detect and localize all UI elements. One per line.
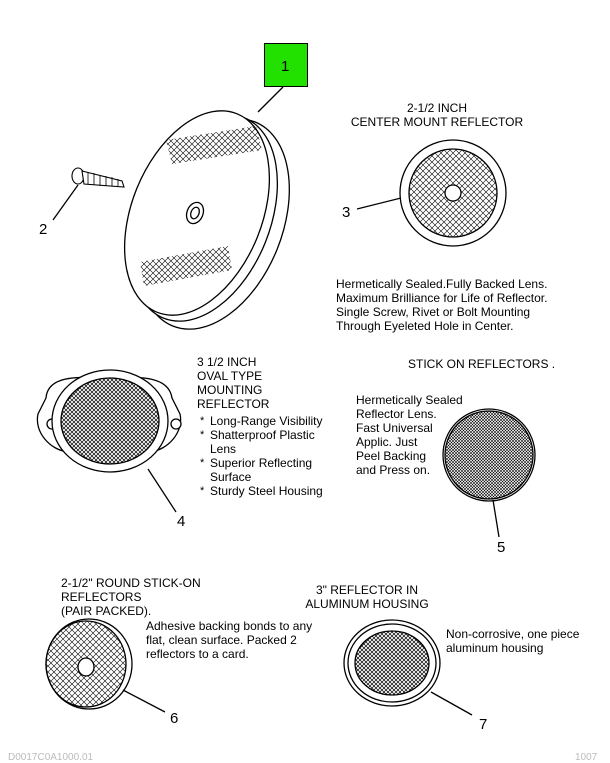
aluminum-desc: Non-corrosive, one piece aluminum housing	[446, 627, 580, 655]
callout-2[interactable]: 2	[39, 221, 48, 238]
round-stick-on-desc: Adhesive backing bonds to any flat, clean surface. Packed 2 reflectors to a card.	[146, 619, 313, 661]
leader-4	[148, 469, 176, 512]
callout-4[interactable]: 4	[177, 513, 186, 530]
aluminum-title: 3" REFLECTOR IN ALUMINUM HOUSING	[305, 583, 429, 611]
callout-5[interactable]: 5	[497, 539, 506, 556]
aluminum-reflector-7	[344, 620, 440, 706]
leader-1	[258, 87, 283, 112]
callout-1: 1	[281, 58, 290, 75]
leader-6	[123, 690, 165, 712]
callout-6[interactable]: 6	[170, 710, 179, 727]
callout-7[interactable]: 7	[479, 716, 488, 733]
round-stick-on-title: 2-1/2" ROUND STICK-ON REFLECTORS (PAIR PACKED).	[61, 576, 201, 618]
oval-title: 3 1/2 INCH OVAL TYPE MOUNTING REFLECTOR	[197, 355, 270, 411]
stick-on-desc: Hermetically Sealed Reflector Lens. Fast Universal Applic. Just Peel Backing and Press on.	[356, 393, 463, 477]
leader-3	[357, 198, 401, 209]
leader-7	[431, 692, 472, 715]
leader-5	[493, 500, 499, 537]
leader-2	[53, 185, 78, 220]
oval-reflector-4	[37, 370, 181, 472]
footer-ref: D0017C0A1000.01	[8, 752, 94, 763]
stick-on-title: STICK ON REFLECTORS .	[408, 357, 556, 371]
screw-2	[72, 168, 124, 187]
center-mount-desc: Hermetically Sealed.Fully Backed Lens. Maximum Brilliance for Life of Reflector. Single Screw, Rivet or Bolt Mounting Through Eyeleted Hole in Center.	[336, 277, 548, 333]
center-mount-reflector-3	[400, 140, 506, 246]
center-mount-title: 2-1/2 INCH CENTER MOUNT REFLECTOR	[350, 101, 524, 129]
callout-3[interactable]: 3	[342, 204, 351, 221]
round-stick-on-reflector-6	[46, 619, 132, 709]
footer-page: 1007	[575, 752, 598, 763]
oval-features: * Long-Range Visibility * Shatterproof Plastic Lens * Superior Reflecting Surface * Sturdy Steel Housing	[200, 414, 323, 498]
large-reflector-1	[97, 89, 319, 351]
callout-1-box[interactable]	[264, 43, 308, 87]
